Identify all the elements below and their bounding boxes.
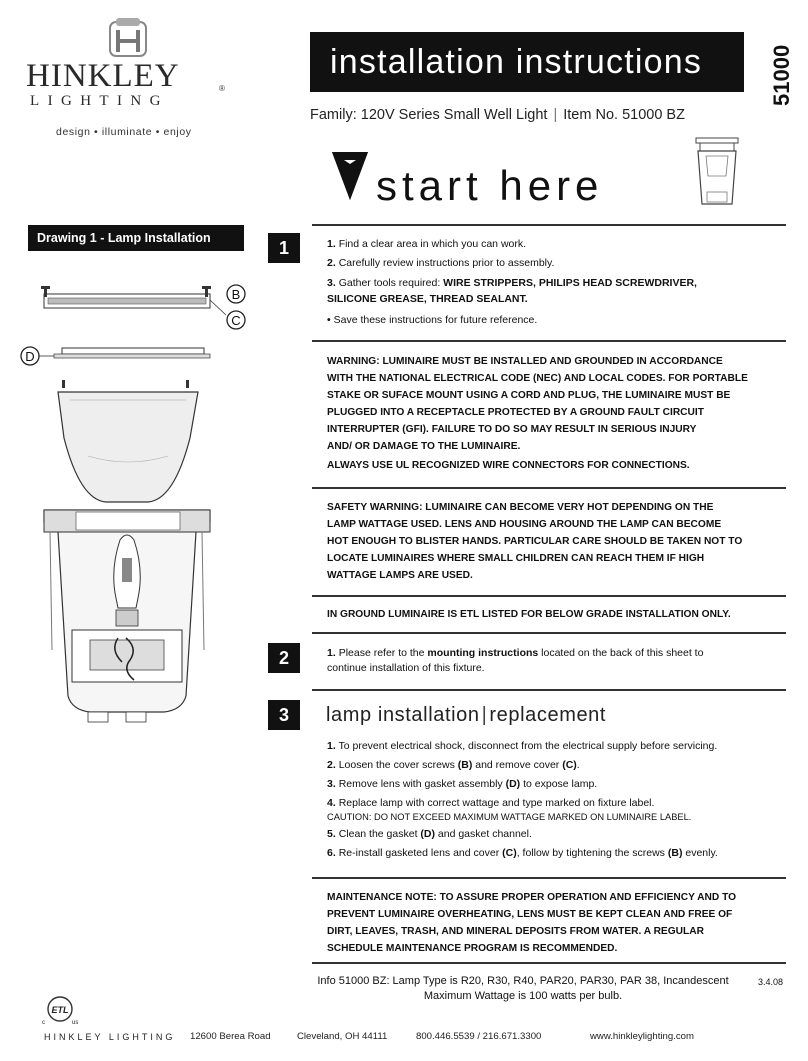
svg-text:c: c xyxy=(42,1020,45,1026)
reflector-part xyxy=(58,380,198,502)
lamp-installation-drawing xyxy=(14,270,254,732)
divider xyxy=(312,632,786,634)
caution-note: CAUTION: DO NOT EXCEED MAXIMUM WATTAGE MARKED ON LUMINAIRE LABEL. xyxy=(327,812,692,822)
step-3-badge: 3 xyxy=(268,700,300,730)
step-1-item-4: • Save these instructions for future reference. xyxy=(327,314,538,326)
callout-b: B xyxy=(231,287,241,302)
step-1-list xyxy=(327,235,787,330)
maintenance-note: MAINTENANCE NOTE: TO ASSURE PROPER OPERATION AND EFFICIENCY AND TO PREVENT LUMINAIRE OVERHEATING, LENS MUST BE KEPT CLEAN AND FREE OF DIRT, LEAVES, TRASH, AND MINERAL DEPOSITS FROM WATER. A REGULAR SCHEDULE MAINTENANCE PROGRAM IS RECOMMENDED. xyxy=(327,892,737,954)
step-3-item-2: 2. Loosen the cover screws (B) and remove cover (C). xyxy=(327,759,580,771)
start-arrow-icon xyxy=(330,150,370,202)
page-title: installation instructions xyxy=(310,32,744,92)
step-3-item-3: 3. Remove lens with gasket assembly (D) to expose lamp. xyxy=(327,778,598,790)
drawing-title: Drawing 1 - Lamp Installation xyxy=(28,225,244,251)
step-1-badge: 1 xyxy=(268,233,300,263)
divider xyxy=(312,689,786,691)
step-3-item-6: 6. Re-install gasketed lens and cover (C), follow by tightening the screws (B) evenly. xyxy=(327,847,718,859)
cover-part xyxy=(41,286,211,308)
footer-website[interactable]: www.hinkleylighting.com xyxy=(590,1031,694,1042)
etl-notice: IN GROUND LUMINAIRE IS ETL LISTED FOR BELOW GRADE INSTALLATION ONLY. xyxy=(327,609,731,620)
item-label: Item No. 51000 BZ xyxy=(563,107,685,123)
item-number-text: 51000 xyxy=(769,44,794,106)
callout-d: D xyxy=(25,349,35,364)
fixture-thumbnail-icon xyxy=(692,136,742,208)
etl-listed-icon xyxy=(38,992,82,1028)
footer-city: Cleveland, OH 44111 xyxy=(297,1031,388,1042)
divider xyxy=(312,340,786,342)
lamp-installation-heading: lamp installation | replacement xyxy=(326,704,607,726)
brand-sub: LIGHTING xyxy=(30,93,169,109)
svg-text:ETL: ETL xyxy=(51,1005,69,1015)
step-3-item-1: 1. To prevent electrical shock, disconnect from the electrical supply before servicing. xyxy=(327,740,718,752)
svg-text:us: us xyxy=(72,1020,79,1026)
step-1-item-3: 3. Gather tools required: WIRE STRIPPERS, PHILIPS HEAD SCREWDRIVER, SILICONE GREASE, THREAD SEALANT. xyxy=(327,277,697,305)
family-line xyxy=(310,107,685,123)
registered-mark: ® xyxy=(219,84,225,93)
divider xyxy=(312,224,786,226)
footer-address: 12600 Berea Road xyxy=(190,1031,271,1042)
footer-company: HINKLEY LIGHTING xyxy=(44,1032,176,1042)
brand-name: HINKLEY xyxy=(26,58,180,94)
family-separator: | xyxy=(553,107,558,123)
step-2-text: 1. Please refer to the mounting instructions located on the back of this sheet to continue installation of this fixture. xyxy=(327,647,704,674)
lens-gasket-part xyxy=(54,348,210,358)
divider xyxy=(312,877,786,879)
divider xyxy=(312,487,786,489)
divider xyxy=(312,595,786,597)
start-here-heading: start here xyxy=(376,162,604,209)
housing-part xyxy=(44,510,210,722)
step-3-item-4: 4. Replace lamp with correct wattage and type marked on fixture label. xyxy=(327,797,655,809)
safety-warning-block: SAFETY WARNING: LUMINAIRE CAN BECOME VERY HOT DEPENDING ON THE LAMP WATTAGE USED. LENS AND HOUSING AROUND THE LAMP CAN BECOME HOT ENOUGH TO BLISTER HANDS. PARTICULAR CARE SHOULD BE TAKEN NOT TO LOCATE LUMINAIRES WHERE SMALL CHILDREN CAN REACH THEM IF HIGH WATTAGE LAMPS ARE USED. xyxy=(327,502,743,581)
revision-date: 3.4.08 xyxy=(758,977,784,987)
item-number-vertical xyxy=(756,30,800,110)
step-1-item-1: 1. Find a clear area in which you can work. xyxy=(327,238,527,250)
info-note: Info 51000 BZ: Lamp Type is R20, R30, R40, PAR20, PAR30, PAR 38, Incandescent Maximum Wattage is 100 watts per bulb. xyxy=(317,975,729,1002)
callout-c: C xyxy=(231,313,241,328)
family-label: Family: 120V Series Small Well Light xyxy=(310,107,548,123)
divider xyxy=(312,962,786,964)
step-3-list xyxy=(327,737,787,863)
step-2-badge: 2 xyxy=(268,643,300,673)
brand-tagline: design • illuminate • enjoy xyxy=(56,126,192,138)
step-1-item-2: 2. Carefully review instructions prior to assembly. xyxy=(327,257,555,269)
warning-block: WARNING: LUMINAIRE MUST BE INSTALLED AND GROUNDED IN ACCORDANCE WITH THE NATIONAL ELECTRICAL CODE (NEC) AND LOCAL CODES. FOR PORTABLE STAKE OR SUFACE MOUNT USING A CORD AND PLUG, THE LUMINAIRE MUST BE PLUGGED INTO A RECEPTACLE PROTECTED BY A GROUND FAULT CIRCUIT INTERRUPTER (GFI). FAILURE TO DO SO MAY RESULT IN SERIOUS INJURY AND/ OR DAMAGE TO THE LUMINAIRE. ALWAYS USE UL RECOGNIZED WIRE CONNECTORS FOR CONNECTIONS. xyxy=(327,356,748,471)
hinkley-crest-icon xyxy=(104,16,152,60)
step-3-item-5: 5. Clean the gasket (D) and gasket channel. xyxy=(327,828,532,840)
footer-phone: 800.446.5539 / 216.671.3300 xyxy=(416,1031,542,1042)
